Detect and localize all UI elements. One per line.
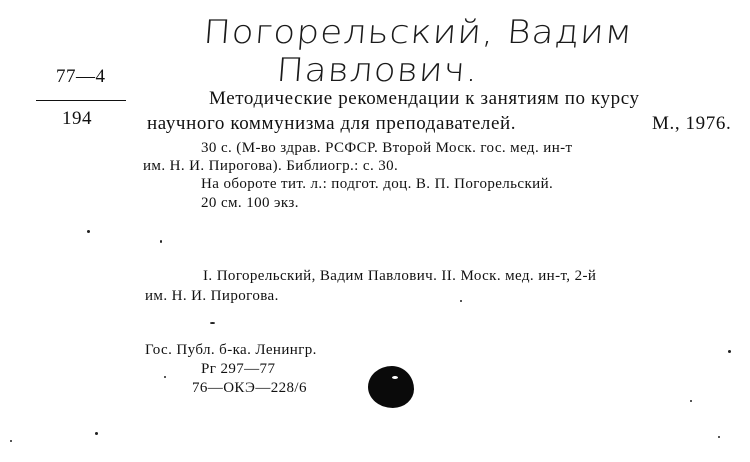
place-year: М., 1976.: [652, 113, 732, 134]
shelf-mark-bottom: 194: [62, 108, 92, 129]
title-line-2: научного коммунизма для преподавателей.: [147, 113, 517, 134]
speck: [718, 436, 720, 438]
description-line-1: 30 с. (М-во здрав. РСФСР. Второй Моск. гос. мед. ин-т: [201, 140, 573, 156]
speck: [728, 350, 731, 353]
handwritten-author-line2: Павлович.: [275, 52, 480, 89]
speck: [160, 240, 162, 243]
description-line-4: 20 см. 100 экз.: [201, 195, 299, 211]
library-line: Гос. Публ. б-ка. Ленингр.: [145, 342, 317, 358]
description-line-3: На обороте тит. л.: подгот. доц. В. П. Погорельский.: [201, 176, 554, 192]
shelf-mark-top: 77—4: [56, 66, 106, 87]
ink-blot: [368, 366, 414, 408]
registration-number: Рг 297—77: [201, 361, 276, 377]
speck: [10, 440, 12, 442]
speck: [87, 230, 90, 233]
description-line-2: им. Н. И. Пирогова). Библиогр.: с. 30.: [143, 158, 399, 174]
speck: [210, 322, 215, 324]
tracing-line-1: I. Погорельский, Вадим Павлович. II. Моск. мед. ин-т, 2-й: [203, 268, 597, 284]
handwritten-author-line1: Погорельский, Вадим: [202, 14, 635, 51]
speck: [95, 432, 98, 435]
title-line-1: Методические рекомендации к занятиям по курсу: [209, 88, 640, 109]
speck: [460, 300, 462, 302]
tracing-line-2: им. Н. И. Пирогова.: [145, 288, 279, 304]
speck: [690, 400, 692, 402]
card-number: 76—ОКЭ—228/6: [192, 380, 307, 396]
speck: [164, 376, 166, 378]
shelf-mark-divider: [36, 100, 126, 101]
